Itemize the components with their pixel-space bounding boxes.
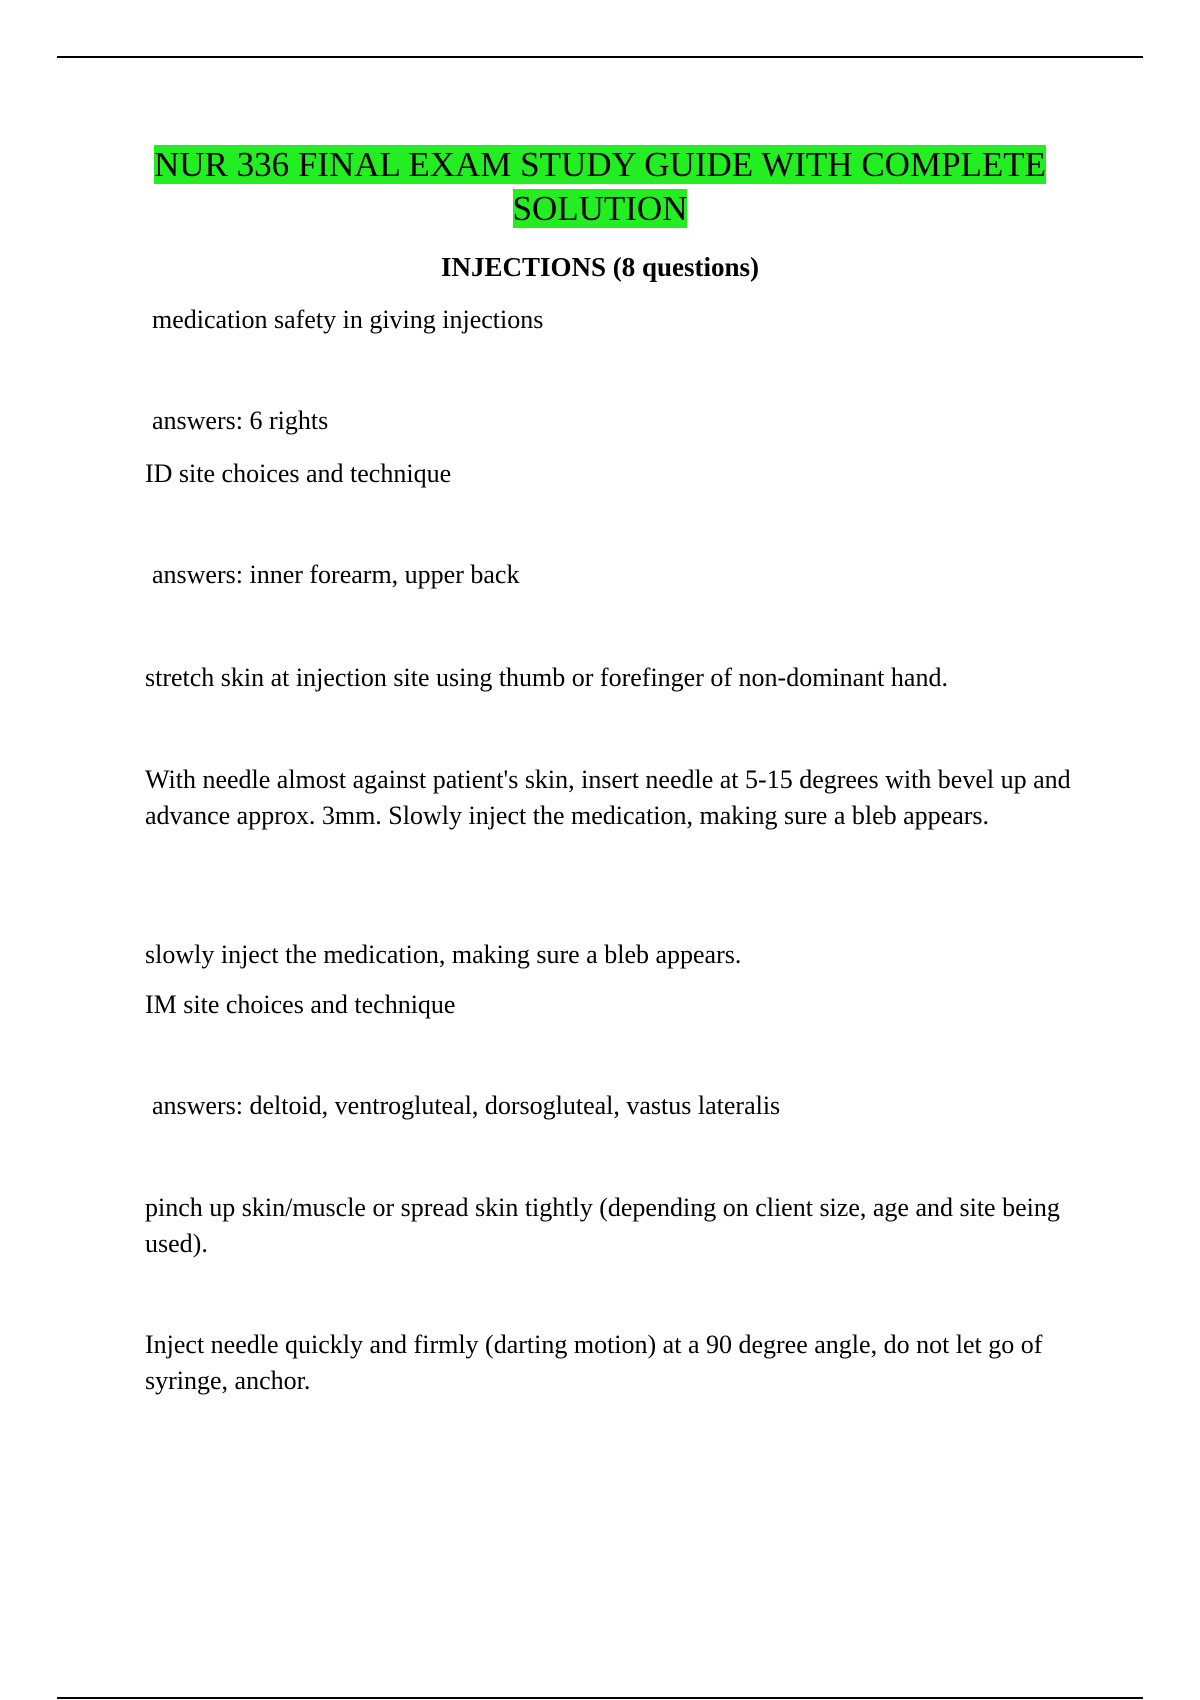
technique-text: Inject needle quickly and firmly (darting motion) at a 90 degree angle, do not let go of syringe, anchor.	[145, 1330, 1043, 1395]
answer-text: answers: inner forearm, upper back	[152, 560, 520, 589]
question-text: medication safety in giving injections	[152, 305, 544, 334]
answer-text: answers: deltoid, ventrogluteal, dorsogluteal, vastus lateralis	[152, 1091, 781, 1120]
answer-text: answers: 6 rights	[152, 406, 329, 435]
section-heading: INJECTIONS (8 questions)	[440, 252, 760, 282]
question-text: ID site choices and technique	[145, 459, 452, 488]
technique-text: stretch skin at injection site using thumb or forefinger of non-dominant hand.	[145, 663, 948, 692]
question-text: IM site choices and technique	[145, 990, 456, 1019]
top-rule	[57, 56, 1143, 58]
title-highlight: NUR 336 FINAL EXAM STUDY GUIDE WITH COMPLETE SOLUTION	[153, 145, 1047, 228]
technique-text: slowly inject the medication, making sure a bleb appears.	[145, 940, 742, 969]
technique-text: With needle almost against patient's skin, insert needle at 5-15 degrees with bevel up and advance approx. 3mm. Slowly inject the medication, making sure a bleb appears.	[145, 765, 1071, 830]
bottom-rule	[57, 1697, 1143, 1699]
technique-text: pinch up skin/muscle or spread skin tightly (depending on client size, age and site being used).	[145, 1193, 1060, 1258]
document-title	[100, 143, 1100, 231]
